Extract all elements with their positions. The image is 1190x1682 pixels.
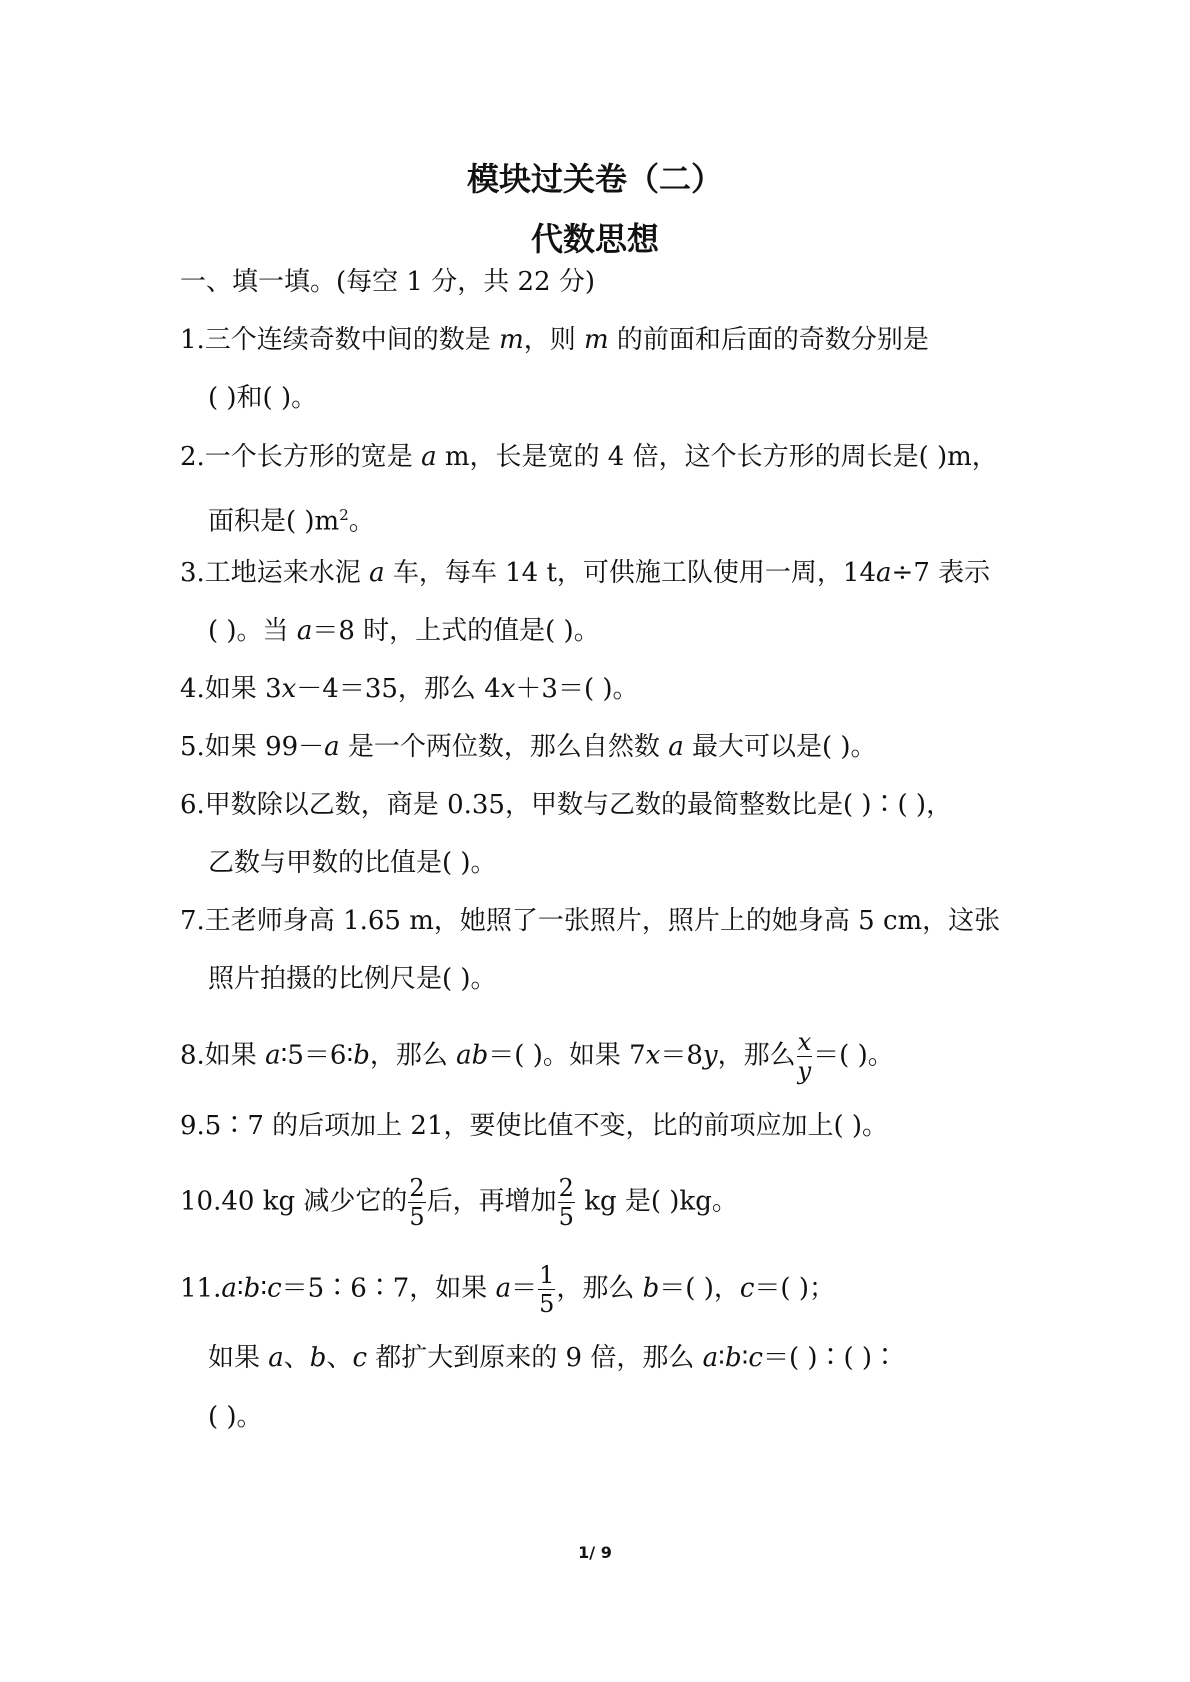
question-6-cont: 乙数与甲数的比值是( )。 [208, 848, 497, 878]
page-number: 1/ 9 [578, 1543, 612, 1562]
question-10: 10.40 kg 减少它的 $\frac{2}{5}$ 后，再增加 $\frac{2}{5}$ kg 是( )kg。 [180, 1174, 738, 1231]
question-11-end: ( )。 [208, 1402, 263, 1432]
question-2: 2.一个长方形的宽是 a m，长是宽的 4 倍，这个长方形的周长是( )m， [180, 442, 998, 472]
question-1-blanks: ( )和( )。 [208, 383, 318, 413]
fraction-x-over-y: $\frac{x}{y}$ [797, 1028, 812, 1085]
question-7-cont: 照片拍摄的比例尺是( )。 [208, 964, 497, 994]
page-title: 模块过关卷（二） [466, 160, 723, 198]
section-heading: 一、填一填。(每空 1 分，共 22 分) [180, 267, 595, 297]
question-11: 11.a∶b∶c＝5∶6∶7，如果 a＝ $\frac{1}{5}$ ，那么 b＝( )，c＝( )； [180, 1261, 835, 1318]
fraction-one-fifth: $\frac{1}{5}$ [539, 1261, 555, 1318]
question-3: 3.工地运来水泥 a 车，每车 14 t，可供施工队使用一周，14a÷7 表示 [180, 558, 991, 588]
question-4: 4.如果 3x－4＝35，那么 4x＋3＝( )。 [180, 674, 639, 704]
page-subtitle: 代数思想 [530, 220, 659, 258]
fraction-two-fifths: $\frac{2}{5}$ [558, 1174, 574, 1231]
question-6: 6.甲数除以乙数，商是 0.35，甲数与乙数的最简整数比是( )∶( )， [180, 790, 953, 820]
question-7: 7.王老师身高 1.65 m，她照了一张照片，照片上的她身高 5 cm，这张 [180, 906, 1001, 936]
question-11-cont: 如果 a、b、c 都扩大到原来的 9 倍，那么 a∶b∶c＝( )∶( )∶ [208, 1343, 899, 1373]
question-8: 8.如果 a∶5＝6∶b，那么 ab＝( )。如果 7x＝8y，那么 $\frac{x}{y}$ ＝( )。 [180, 1028, 894, 1085]
question-2-cont: 面积是( )$m^2$。 [208, 506, 375, 537]
question-3-cont: ( )。当 a＝8 时，上式的值是( )。 [208, 616, 600, 646]
fraction-two-fifths: $\frac{2}{5}$ [409, 1174, 425, 1231]
question-9: 9.5∶7 的后项加上 21，要使比值不变，比的前项应加上( )。 [180, 1111, 889, 1141]
question-1: 1.三个连续奇数中间的数是 m，则 m 的前面和后面的奇数分别是 [180, 325, 929, 355]
question-5: 5.如果 99－a 是一个两位数，那么自然数 a 最大可以是( )。 [180, 732, 877, 762]
